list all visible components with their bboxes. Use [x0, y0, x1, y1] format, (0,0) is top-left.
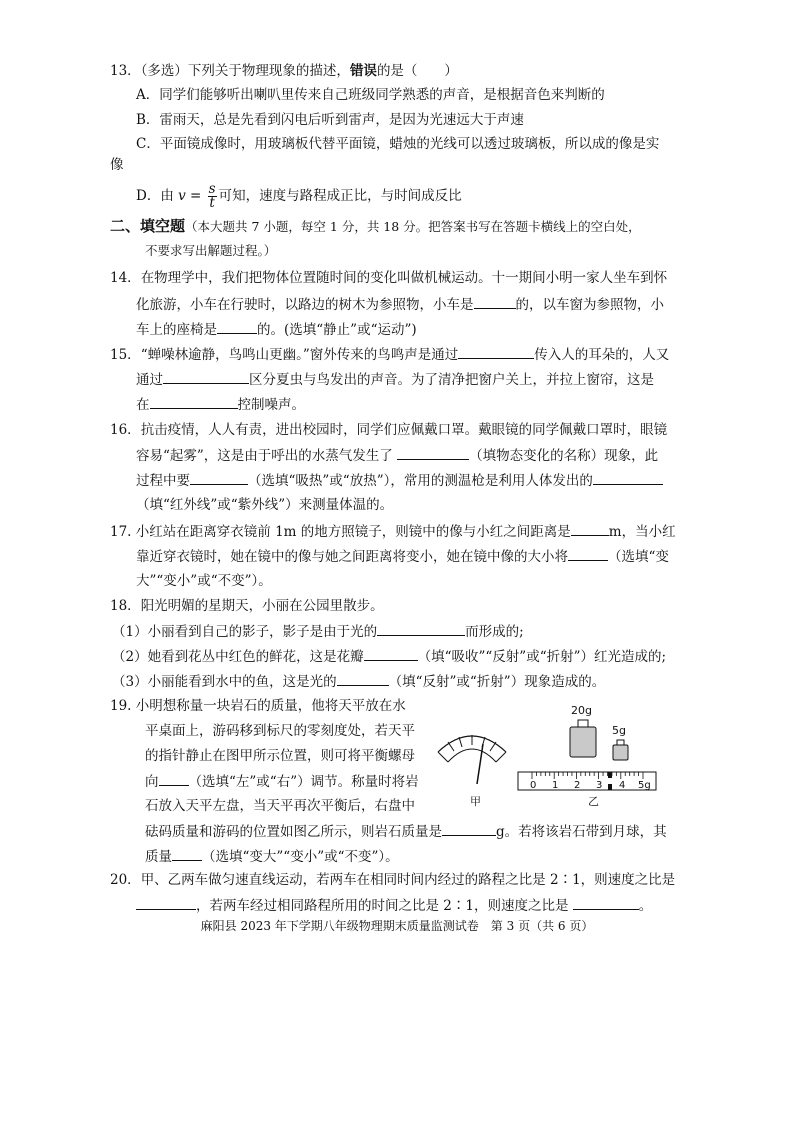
q16-line-3: 过程中要 （选填“吸热”或“放热”），常用的测温枪是利用人体发出的 [136, 471, 663, 490]
weight-5g [613, 745, 628, 760]
q16-line-2: 容易“起雾”，这是由于呼出的水蒸气发生了 （填物态变化的名称）现象，此 [136, 448, 659, 464]
q16-line-1: 16．抗击疫情，人人有责，进出校园时，同学们应佩戴口罩。戴眼镜的同学佩戴口罩时，眼镜 [110, 422, 668, 438]
section-2-note: （本大题共 7 小题，每空 1 分，共 18 分。把答案书写在答题卡横线上的空白处， [185, 219, 641, 234]
q14-line-3: 车上的座椅是 的。(选填“静止”或“运动”) [136, 322, 417, 338]
q18-line-1: 18．阳光明媚的星期天，小丽在公园里散步。 [110, 598, 384, 614]
q13-option-c-wrap: 像 [110, 157, 124, 173]
q15-line-2: 通过 区分夏虫与鸟发出的声音。为了清净把窗户关上，并拉上窗帘，这是 [136, 372, 654, 388]
scale-label-0: 0 [530, 780, 537, 791]
scale-label-1: 1 [552, 780, 559, 791]
rider-marker-bottom [608, 784, 612, 790]
section-2-note-cont: 不要求写出解题过程。） [145, 243, 277, 258]
q19-answer-blank-3[interactable] [172, 847, 202, 861]
q13-option-a: A．同学们能够听出喇叭里传来自己班级同学熟悉的声音，是根据音色来判断的 [136, 87, 605, 103]
scale-label-4: 4 [619, 780, 626, 791]
q18-sub-2: （2）她看到花丛中红色的鲜花，这是花瓣 （填“吸收”“反射”或“折射”）红光造成的; [112, 649, 667, 665]
q15-line-1: 15．“蝉噪林逾静，鸟鸣山更幽。”窗外传来的鸟鸣声是通过 传入人的耳朵的，人又 [110, 347, 670, 363]
q14-line-1: 14．在物理学中，我们把物体位置随时间的变化叫做机械运动。十一期间小明一家人坐车到怀 [110, 270, 668, 286]
q18-answer-blank-3[interactable] [337, 672, 389, 686]
q14-line-2: 化旅游，小车在行驶时，以路边的树木为参照物，小车是 的，以车窗为参照物，小 [136, 297, 664, 313]
section-2-title: 二、填空题 [110, 217, 186, 235]
q19-line-3: 的指针静止在图甲所示位置，则可将平衡螺母 [145, 748, 415, 764]
page-footer: 麻阳县 2023 年下学期八年级物理期末质量监测试卷 第 3 页（共 6 页） [200, 919, 594, 933]
figure-jia-label: 甲 [470, 795, 481, 808]
q17-answer-blank-1[interactable] [571, 522, 609, 536]
q13-emphasis: 错误 [349, 63, 377, 79]
q15-number: 15． [110, 347, 141, 363]
figure-yi-weights-scale [512, 700, 662, 810]
scale-label-3: 3 [596, 780, 603, 791]
q15-answer-blank-3[interactable] [150, 395, 238, 409]
q17-line-3: 大”“变小”或“不变”）。 [136, 573, 272, 589]
q16-answer-blank-1[interactable] [397, 446, 469, 460]
weight-20g-label: 20g [571, 704, 592, 717]
q20-answer-blank-2[interactable] [573, 896, 639, 910]
rider-marker-top [608, 772, 612, 778]
q14-answer-blank-2[interactable] [217, 320, 257, 334]
q16-answer-blank-2[interactable] [190, 471, 248, 485]
q19-number: 19. [110, 698, 132, 714]
q17-number: 17. [110, 524, 132, 540]
scale-label-2: 2 [574, 780, 581, 791]
rider-scale [518, 772, 656, 790]
q17-line-1: 17. 小红站在距离穿衣镜前 1m 的地方照镜子，则镜中的像与小红之间距离是 m，当小红 [110, 524, 676, 540]
q18-answer-blank-2[interactable] [364, 647, 418, 661]
figure-yi-label: 乙 [588, 795, 599, 808]
q16-number: 16． [110, 422, 141, 438]
q14-number: 14． [110, 270, 141, 286]
q14-answer-blank-1[interactable] [474, 295, 516, 309]
q17-line-2: 靠近穿衣镜时，她在镜中的像与她之间距离将变小，她在镜中像的大小将 （选填“变 [136, 549, 669, 565]
dial-arc-inner [448, 749, 496, 762]
q13-option-c: C．平面镜成像时，用玻璃板代替平面镜，蜡烛的光线可以透过玻璃板，所以成的像是实 [136, 136, 660, 152]
q19-line-2: 平桌面上，游码移到标尺的零刻度处，若天平 [145, 723, 415, 739]
q20-answer-blank-1[interactable] [136, 896, 196, 910]
q20-line-1: 20．甲、乙两车做匀速直线运动，若两车在相同时间内经过的路程之比是 2∶1，则速度之比是 [110, 872, 676, 888]
q19-line-4: 向 （选填“左”或“右”）调节。称量时将岩 [145, 774, 419, 790]
q18-sub-3: （3）小丽能看到水中的鱼，这是光的 （填“反射”或“折射”）现象造成的。 [112, 674, 606, 690]
q13-stem: 13．（多选）下列关于物理现象的描述，错误的是（ ） [110, 63, 458, 79]
q13-number: 13． [110, 63, 141, 79]
q15-answer-blank-2[interactable] [163, 370, 249, 384]
q13-option-b: B．雷雨天，总是先看到闪电后听到雷声，是因为光速远大于声速 [136, 112, 524, 128]
weight-20g [570, 727, 596, 757]
q16-answer-blank-3[interactable] [593, 471, 663, 485]
scale-label-5: 5g [638, 780, 651, 791]
q18-sub-1: （1）小丽看到自己的影子，影子是由于光的 而形成的; [112, 624, 524, 640]
q19-line-5: 石放入天平左盘，当天平再次平衡后，右盘中 [145, 798, 415, 814]
q15-answer-blank-1[interactable] [458, 345, 534, 359]
q19-answer-blank-1[interactable] [159, 772, 189, 786]
weight-5g-label: 5g [612, 724, 626, 737]
q19-line-1: 19. 小明想称量一块岩石的质量，他将天平放在水 [110, 698, 406, 714]
q20-number: 20． [110, 872, 141, 888]
q20-line-2: ，若两车经过相同路程所用的时间之比是 2∶1，则速度之比是 。 [136, 896, 652, 915]
q18-answer-blank-1[interactable] [377, 622, 465, 636]
velocity-fraction: $\frac{s}{t}$ [208, 181, 216, 211]
q16-line-4: （填“红外线”或“紫外线”）来测量体温的。 [136, 497, 394, 513]
q19-line-7: 质量 （选填“变大”“变小”或“不变”）。 [145, 849, 399, 865]
q18-number: 18． [110, 598, 141, 614]
section-2-heading [110, 217, 641, 236]
q15-line-3: 在 控制噪声。 [136, 397, 305, 413]
q19-line-6: 砝码质量和游码的位置如图乙所示，则岩石质量是 g。若将该岩石带到月球，其 [145, 824, 667, 840]
q19-answer-blank-2[interactable] [442, 822, 496, 836]
q17-answer-blank-2[interactable] [568, 547, 608, 561]
q13-option-d: D．由 v = $\frac{s}{t}$ 可知，速度与路程成正比，与时间成反比 [136, 181, 462, 211]
